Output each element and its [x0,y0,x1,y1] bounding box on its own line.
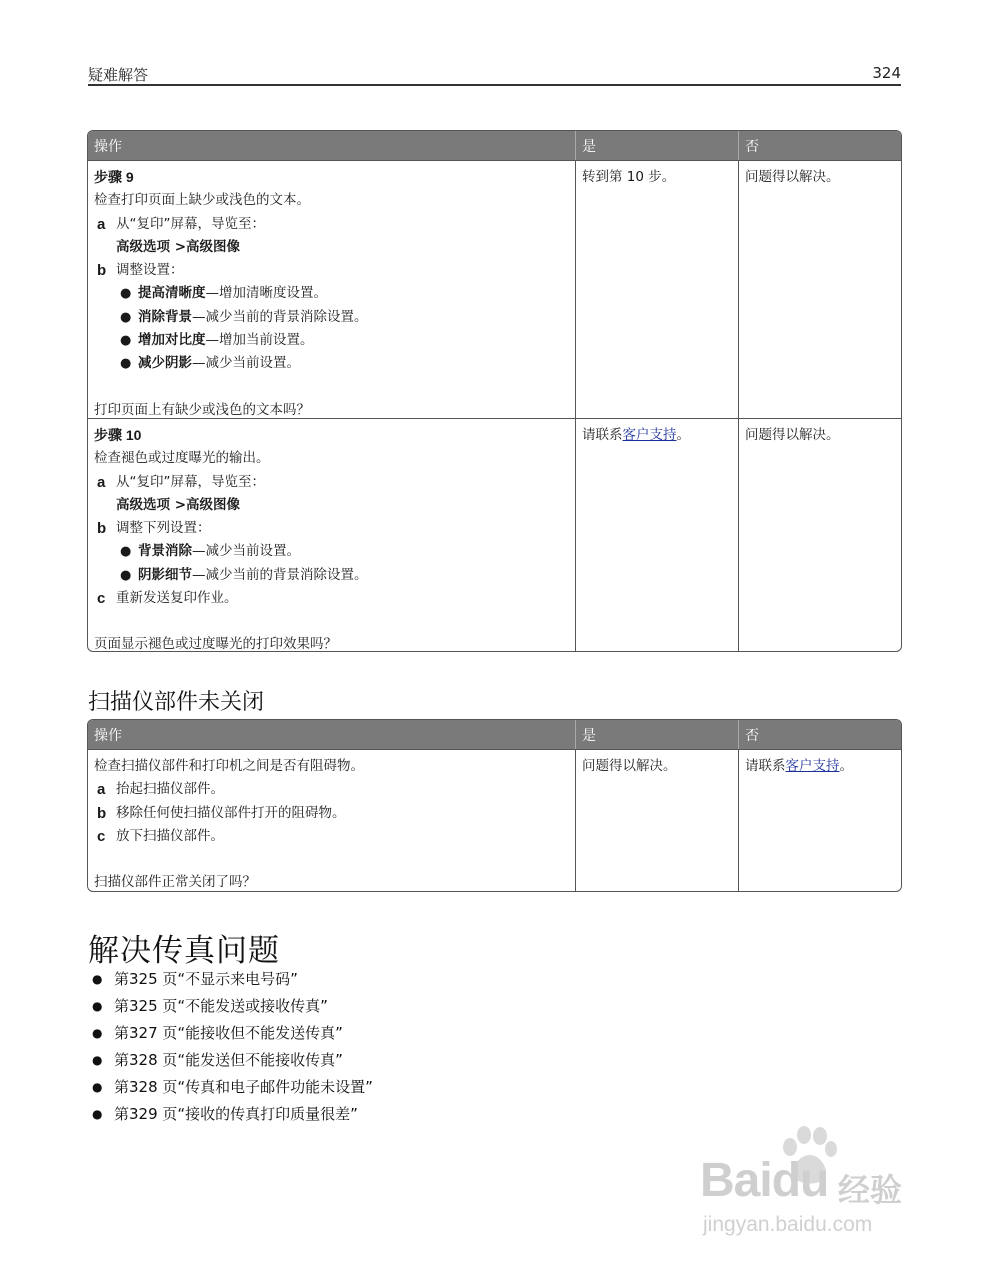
yes-cell: 请联系客户支持。 [576,419,739,651]
customer-support-link[interactable]: 客户支持 [622,427,677,443]
bullet-item: ● 阴影细节—减少当前的背景消除设置。 [120,566,368,583]
nav-path: 高级选项 >高级图像 [116,496,241,513]
header-yes: 是 [576,131,739,160]
list-item: b 移除任何使扫描仪部件打开的阻碍物。 [97,804,346,822]
troubleshoot-table-1 [87,130,902,652]
list-item: a 从“复印”屏幕，导览至： [97,215,265,233]
action-cell [88,419,576,651]
list-item: c 放下扫描仪部件。 [97,827,224,845]
header-yes: 是 [576,720,739,749]
page-header-title: 疑难解答 [88,66,149,84]
header-action: 操作 [88,131,576,160]
list-item: b 调整设置： [97,262,184,280]
table-header [88,720,901,749]
step-title: 步骤 9 [94,169,134,185]
table-row [88,160,901,418]
action-cell [88,161,576,418]
table-row [88,749,901,891]
bullet-item: ● 消除背景—减少当前的背景消除设置。 [120,308,368,325]
header-rule [88,84,901,86]
table-row [88,418,901,651]
list-item: c 重新发送复印作业。 [97,590,238,608]
baidu-watermark: Baidu 经验 jingyan.baidu.com [700,1125,940,1255]
header-action: 操作 [88,720,576,749]
list-item: b 调整下列设置： [97,520,211,538]
fax-topic-list [92,966,373,1128]
list-item[interactable]: ● 第327 页“能接收但不能发送传真” [92,1024,343,1042]
no-cell: 请联系客户支持。 [745,758,853,774]
step-question: 页面显示褪色或过度曝光的打印效果吗？ [94,636,337,652]
section-title-scanner: 扫描仪部件未关闭 [88,690,265,715]
no-cell: 问题得以解决。 [745,169,840,185]
list-item[interactable]: ● 第325 页“不显示来电号码” [92,970,298,988]
step-title: 步骤 10 [94,427,142,443]
bullet-item: ● 提高清晰度—增加清晰度设置。 [120,285,327,302]
customer-support-link[interactable]: 客户支持 [785,758,840,774]
page-number: 324 [872,64,901,82]
table-header [88,131,901,160]
action-cell [88,750,576,891]
bullet-item: ● 增加对比度—增加当前设置。 [120,332,314,349]
yes-cell: 问题得以解决。 [576,750,739,891]
list-item: a 从“复印”屏幕，导览至： [97,473,265,491]
yes-cell: 转到第 10 步。 [576,161,739,418]
troubleshoot-table-2 [87,719,902,892]
header-no: 否 [745,727,759,744]
section-title-fax: 解决传真问题 [88,933,280,969]
list-item[interactable]: ● 第328 页“能发送但不能接收传真” [92,1051,343,1069]
list-item: a 抬起扫描仪部件。 [97,781,224,799]
step-question: 扫描仪部件正常关闭了吗？ [94,874,256,891]
list-item[interactable]: ● 第329 页“接收的传真打印质量很差” [92,1105,358,1123]
step-desc: 检查褪色或过度曝光的输出。 [94,450,270,467]
step-desc: 检查打印页面上缺少或浅色的文本。 [94,192,310,209]
bullet-item: ● 减少阴影—减少当前设置。 [120,355,300,372]
step-desc: 检查扫描仪部件和打印机之间是否有阻碍物。 [94,758,364,774]
bullet-item: ● 背景消除—减少当前设置。 [120,543,300,560]
header-no: 否 [745,138,759,155]
nav-path: 高级选项 >高级图像 [116,238,241,255]
list-item[interactable]: ● 第328 页“传真和电子邮件功能未设置” [92,1078,373,1096]
no-cell: 问题得以解决。 [745,427,840,443]
step-question: 打印页面上有缺少或浅色的文本吗？ [94,401,310,418]
list-item[interactable]: ● 第325 页“不能发送或接收传真” [92,997,328,1015]
